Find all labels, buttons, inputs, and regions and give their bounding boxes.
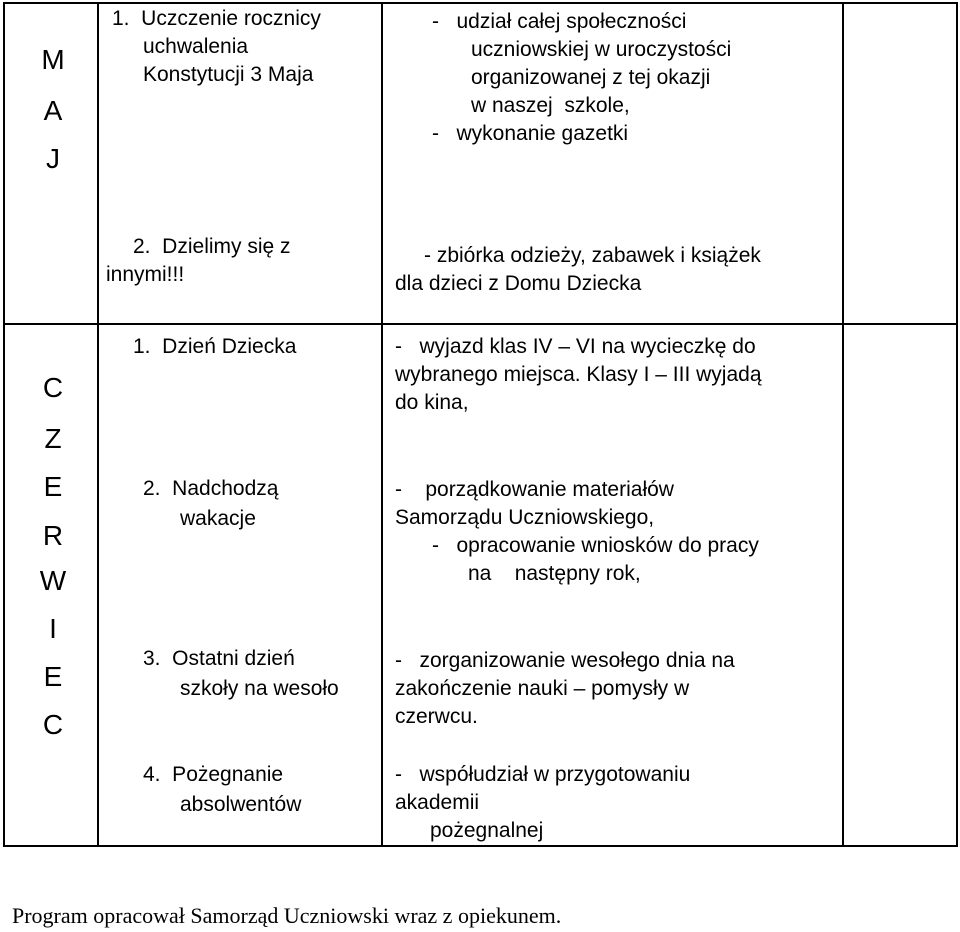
activity-line: wybranego miejsca. Klasy I – III wyjadą	[395, 363, 762, 386]
month-letter: A	[43, 95, 63, 126]
activity-line: do kina,	[395, 391, 469, 414]
activity-line: w naszej szkole,	[471, 94, 630, 117]
activity-line: pożegnalnej	[430, 819, 544, 842]
event-line: innymi!!!	[106, 263, 185, 286]
table-right-border	[956, 2, 958, 847]
column-divider-2	[381, 2, 383, 847]
event-line: 2. Dzielimy się z	[133, 235, 291, 258]
activity-line: - opracowanie wniosków do pracy	[432, 534, 759, 557]
event-line: Konstytucji 3 Maja	[143, 63, 314, 86]
activity-line: na następny rok,	[468, 562, 641, 585]
activity-line: - wykonanie gazetki	[432, 122, 629, 145]
event-line: 2. Nadchodzą	[143, 477, 279, 500]
event-line: 1. Dzień Dziecka	[133, 335, 297, 358]
event-line: szkoły na wesoło	[180, 677, 339, 700]
month-letter: E	[43, 661, 63, 692]
month-letter: R	[42, 520, 64, 551]
event-line: absolwentów	[180, 793, 302, 816]
activity-line: - zorganizowanie wesołego dnia na	[395, 649, 735, 672]
event-line: 1. Uczczenie rocznicy	[112, 7, 321, 30]
activity-line: czerwcu.	[395, 705, 478, 728]
footer-note: Program opracował Samorząd Uczniowski wraz z opiekunem.	[12, 903, 562, 928]
month-letter: E	[43, 471, 63, 502]
row-divider	[3, 323, 958, 325]
month-letter: M	[41, 44, 65, 75]
table-left-border	[3, 2, 5, 847]
activity-line: organizowanej z tej okazji	[471, 66, 711, 89]
activity-line: - wyjazd klas IV – VI na wycieczkę do	[395, 335, 756, 358]
activity-line: - udział całej społeczności	[432, 10, 687, 33]
activity-line: uczniowskiej w uroczystości	[471, 38, 732, 61]
event-line: 3. Ostatni dzień	[143, 647, 295, 670]
month-letter: J	[46, 143, 60, 174]
event-line: uchwalenia	[143, 35, 249, 58]
column-divider-3	[842, 2, 844, 847]
month-letter: W	[39, 565, 67, 596]
event-line: 4. Pożegnanie	[143, 763, 284, 786]
activity-line: akademii	[395, 791, 480, 814]
activity-line: dla dzieci z Domu Dziecka	[395, 272, 642, 295]
activity-line: - współudział w przygotowaniu	[395, 763, 691, 786]
activity-line: - zbiórka odzieży, zabawek i książek	[424, 244, 761, 267]
month-letter: Z	[44, 423, 62, 454]
table-top-border	[3, 2, 958, 4]
month-letter: I	[49, 613, 57, 644]
activity-line: - porządkowanie materiałów	[395, 478, 674, 501]
table-bottom-border	[3, 845, 958, 847]
activity-line: Samorządu Uczniowskiego,	[395, 506, 655, 529]
event-line: wakacje	[180, 507, 256, 530]
month-letter: C	[42, 372, 64, 403]
activity-line: zakończenie nauki – pomysły w	[395, 677, 690, 700]
month-letter: C	[42, 709, 64, 740]
